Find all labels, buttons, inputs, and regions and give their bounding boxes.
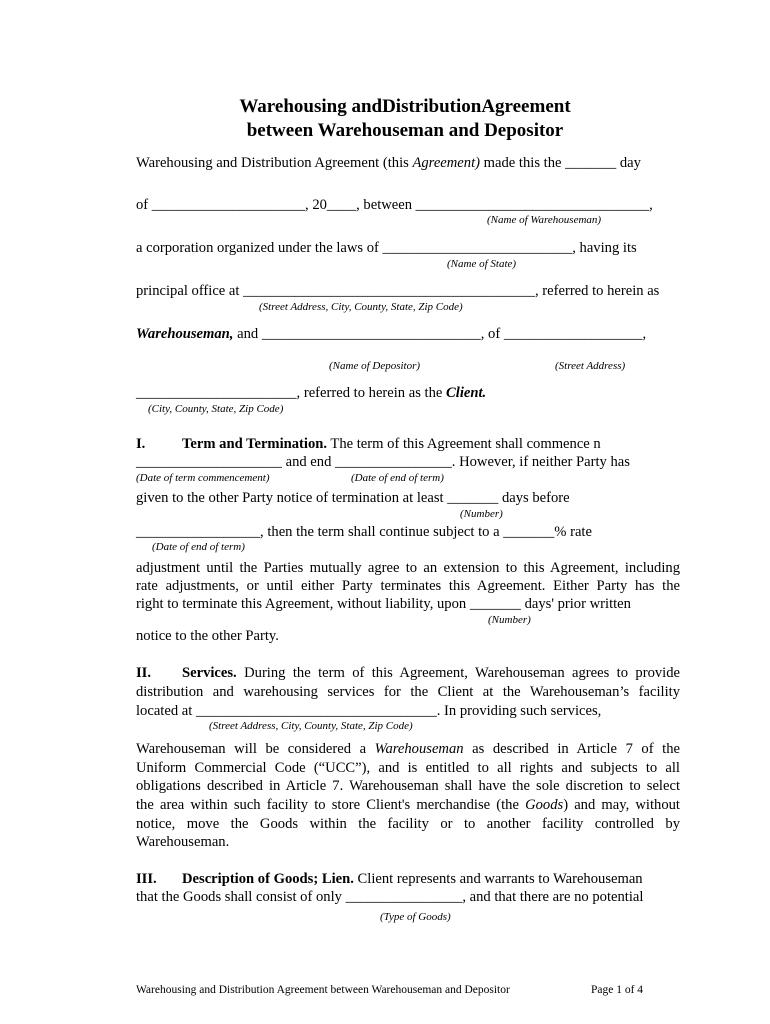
section2-p2-line6: Warehouseman.	[136, 834, 230, 850]
section2-number: II.	[136, 665, 152, 681]
section1-number: I.	[136, 436, 146, 452]
section1-line4: _________________, then the term shall continue subject to a _______% rate	[136, 524, 592, 540]
section2-p2-line2: Uniform Commercial Code (“UCC”), and is entitled to all rights and subjects to all	[136, 760, 680, 776]
footer-title: Warehousing and Distribution Agreement between Warehouseman and Depositor	[136, 984, 510, 996]
section1-line2: ____________________ and end ________________. However, if neither Party has	[136, 454, 630, 470]
caption-date-commencement: (Date of term commencement)	[136, 472, 270, 484]
section2-heading: Services.	[182, 665, 237, 681]
caption-street-address-short: (Street Address)	[555, 360, 626, 372]
section3-number: III.	[136, 871, 157, 887]
document-title-line1: Warehousing andDistributionAgreement	[239, 96, 571, 117]
caption-name-of-warehouseman: (Name of Warehouseman)	[487, 214, 602, 226]
intro-line1: Warehousing and Distribution Agreement (this Agreement) made this the _______ day	[136, 155, 641, 171]
intro-line2: of _____________________, 20____, between ________________________________,	[136, 197, 653, 213]
section2-p2-line3: obligations described in Article 7. Warehouseman shall have the sole discretion to select	[136, 778, 680, 794]
section2-p2-line4: the area within such facility to store Client's merchandise (the Goods) and may, without	[136, 797, 680, 813]
section3-heading: Description of Goods; Lien.	[182, 871, 354, 887]
section1-line6: rate adjustments, or until either Party terminates this Agreement. Either Party has the	[136, 578, 680, 594]
section1-line7: right to terminate this Agreement, without liability, upon _______ days' prior written	[136, 596, 631, 612]
section3-line1: III. Description of Goods; Lien. Client represents and warrants to Warehouseman	[136, 871, 643, 887]
caption-facility-address: (Street Address, City, County, State, Zip Code)	[209, 720, 413, 732]
intro-line4: principal office at ________________________________________, referred to herein as	[136, 283, 660, 299]
section1-line5: adjustment until the Parties mutually agree to an extension to this Agreement, including	[136, 560, 680, 576]
caption-name-of-depositor: (Name of Depositor)	[329, 360, 421, 372]
caption-city-county: (City, County, State, Zip Code)	[148, 403, 284, 415]
section3-line2: that the Goods shall consist of only ________________, and that there are no potential	[136, 889, 644, 905]
caption-street-address: (Street Address, City, County, State, Zip Code)	[259, 301, 463, 313]
section2-line1: II. Services. During the term of this Agreement, Warehouseman agrees to provide	[136, 665, 680, 681]
caption-date-end-2: (Date of end of term)	[152, 541, 245, 553]
section2-p2-line1: Warehouseman will be considered a Warehouseman as described in Article 7 of the	[136, 741, 680, 757]
document-title-line2: between Warehouseman and Depositor	[246, 120, 564, 141]
section1-heading: Term and Termination.	[182, 436, 328, 452]
footer-page-number: Page 1 of 4	[591, 984, 644, 996]
section2-line2: distribution and warehousing services for the Client at the Warehouseman’s facility	[136, 684, 680, 700]
caption-name-of-state: (Name of State)	[447, 258, 517, 270]
section1-line8: notice to the other Party.	[136, 628, 279, 644]
section1-line3: given to the other Party notice of termination at least _______ days before	[136, 490, 570, 506]
section2-line3: located at _________________________________. In providing such services,	[136, 703, 602, 719]
section1-line1: I. Term and Termination. The term of this Agreement shall commence n	[136, 436, 601, 452]
intro-line6: ______________________, referred to herein as the Client.	[136, 385, 487, 401]
section2-p2-line5: notice, move the Goods within the facility or to another facility controlled by	[136, 816, 680, 832]
caption-number-1: (Number)	[460, 508, 503, 520]
caption-date-end: (Date of end of term)	[351, 472, 444, 484]
caption-number-2: (Number)	[488, 614, 531, 626]
intro-line5: Warehouseman, and ______________________________, of ___________________,	[136, 326, 647, 342]
caption-type-of-goods: (Type of Goods)	[380, 911, 451, 923]
intro-line3: a corporation organized under the laws of __________________________, having its	[136, 240, 637, 256]
